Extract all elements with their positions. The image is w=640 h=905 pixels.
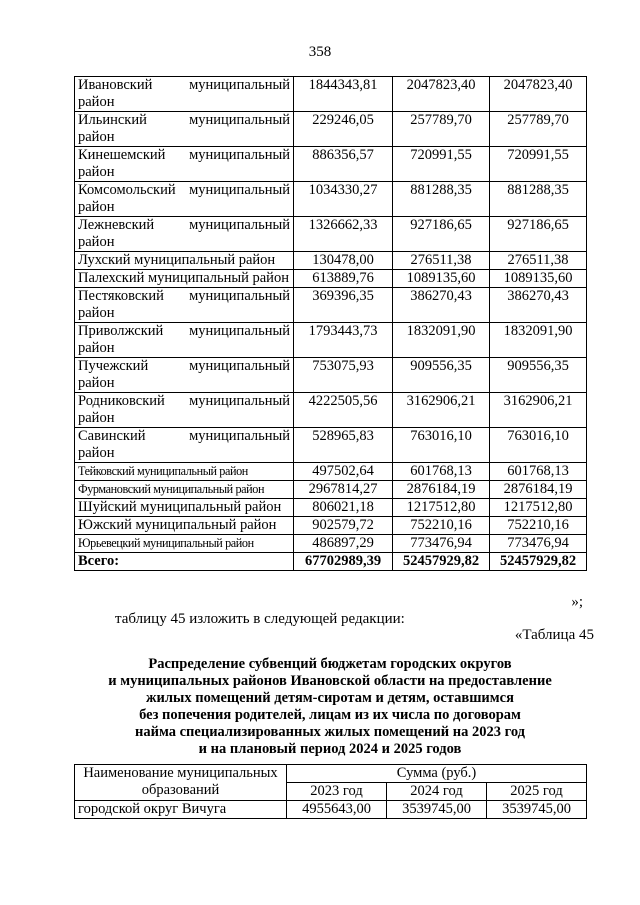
value-2024-cell: 3162906,21: [393, 393, 490, 428]
amendment-instruction: таблицу 45 изложить в следующей редакции:: [115, 611, 405, 627]
table-row: [75, 535, 587, 553]
district-name-cell: Тейковский муниципальный район: [75, 463, 294, 481]
value-2023-cell: 497502,64: [294, 463, 393, 481]
year-2025-header: 2025 год: [487, 783, 587, 801]
value-2024-cell: 909556,35: [393, 358, 490, 393]
header-name-cell: Наименование муниципальных образований: [75, 765, 287, 801]
value-2023-cell: 486897,29: [294, 535, 393, 553]
value-2024-cell: 763016,10: [393, 428, 490, 463]
value-2025-cell: 1217512,80: [490, 499, 587, 517]
value-2024-cell: 881288,35: [393, 182, 490, 217]
subvention-table-44: [74, 76, 587, 571]
value-2025-cell: 773476,94: [490, 535, 587, 553]
value-2025-cell: 2876184,19: [490, 481, 587, 499]
table-row: [75, 217, 587, 252]
table-row: [75, 182, 587, 217]
value-2025-cell: 909556,35: [490, 358, 587, 393]
value-2023-cell: 130478,00: [294, 252, 393, 270]
district-name-cell: Палехский муниципальный район: [75, 270, 294, 288]
district-name-cell: Пестяковский муниципальный район: [75, 288, 294, 323]
value-2023-cell: 1793443,73: [294, 323, 393, 358]
value-2023-cell: 229246,05: [294, 112, 393, 147]
value-2024-cell: 1089135,60: [393, 270, 490, 288]
value-2025-cell: 257789,70: [490, 112, 587, 147]
district-name-cell: Лухский муниципальный район: [75, 252, 294, 270]
district-name-cell: Шуйский муниципальный район: [75, 499, 294, 517]
value-2024-cell: 386270,43: [393, 288, 490, 323]
district-name-cell: Родниковский муниципальный район: [75, 393, 294, 428]
quote-close: »;: [571, 594, 583, 610]
table-header-row: [75, 765, 587, 783]
value-2023-cell: 2967814,27: [294, 481, 393, 499]
district-name-cell: Ильинский муниципальный район: [75, 112, 294, 147]
heading-line: жилых помещений детям-сиротам и детям, оставшимся: [146, 690, 514, 706]
value-2024-cell: 927186,65: [393, 217, 490, 252]
district-name-cell: Лежневский муниципальный район: [75, 217, 294, 252]
table-45-label: «Таблица 45: [514, 627, 594, 643]
value-2023-cell: 886356,57: [294, 147, 393, 182]
total-label-cell: Всего:: [75, 553, 294, 571]
total-row: [75, 553, 587, 571]
value-2024-cell: 3539745,00: [387, 801, 487, 819]
value-2025-cell: 1089135,60: [490, 270, 587, 288]
value-2024-cell: 773476,94: [393, 535, 490, 553]
value-2025-cell: 720991,55: [490, 147, 587, 182]
value-2023-cell: 4955643,00: [287, 801, 387, 819]
value-2024-cell: 276511,38: [393, 252, 490, 270]
table-row: [75, 147, 587, 182]
value-2023-cell: 806021,18: [294, 499, 393, 517]
value-2025-cell: 927186,65: [490, 217, 587, 252]
table-row: [75, 801, 587, 819]
value-2023-cell: 753075,93: [294, 358, 393, 393]
table-row: [75, 358, 587, 393]
table-row: [75, 517, 587, 535]
total-2024-cell: 52457929,82: [393, 553, 490, 571]
table-row: [75, 112, 587, 147]
value-2024-cell: 1217512,80: [393, 499, 490, 517]
heading-line: и муниципальных районов Ивановской области на предоставление: [108, 673, 552, 689]
total-2025-cell: 52457929,82: [490, 553, 587, 571]
district-name-cell: Фурмановский муниципальный район: [75, 481, 294, 499]
district-name-cell: Савинский муниципальный район: [75, 428, 294, 463]
value-2025-cell: 601768,13: [490, 463, 587, 481]
value-2025-cell: 276511,38: [490, 252, 587, 270]
table-row: [75, 463, 587, 481]
table-45-heading: [60, 656, 600, 758]
value-2023-cell: 1844343,81: [294, 77, 393, 112]
heading-line: Распределение субвенций бюджетам городских округов: [148, 656, 512, 672]
value-2023-cell: 528965,83: [294, 428, 393, 463]
value-2023-cell: 369396,35: [294, 288, 393, 323]
table-row: [75, 428, 587, 463]
value-2024-cell: 1832091,90: [393, 323, 490, 358]
table-row: [75, 499, 587, 517]
value-2025-cell: 881288,35: [490, 182, 587, 217]
district-name-cell: Приволжский муниципальный район: [75, 323, 294, 358]
value-2024-cell: 601768,13: [393, 463, 490, 481]
value-2023-cell: 902579,72: [294, 517, 393, 535]
table-row: [75, 270, 587, 288]
heading-line: и на плановый период 2024 и 2025 годов: [198, 741, 462, 757]
district-name-cell: Южский муниципальный район: [75, 517, 294, 535]
value-2025-cell: 2047823,40: [490, 77, 587, 112]
table-row: [75, 77, 587, 112]
subvention-table-45: [74, 764, 587, 819]
table-row: [75, 323, 587, 358]
table-row: [75, 252, 587, 270]
district-name-cell: Кинешемский муниципальный район: [75, 147, 294, 182]
value-2023-cell: 1326662,33: [294, 217, 393, 252]
value-2024-cell: 2876184,19: [393, 481, 490, 499]
table-row: [75, 288, 587, 323]
value-2024-cell: 720991,55: [393, 147, 490, 182]
value-2025-cell: 763016,10: [490, 428, 587, 463]
header-sum-cell: Сумма (руб.): [287, 765, 587, 783]
district-name-cell: Пучежский муниципальный район: [75, 358, 294, 393]
heading-line: найма специализированных жилых помещений на 2023 год: [135, 724, 525, 740]
value-2023-cell: 1034330,27: [294, 182, 393, 217]
value-2025-cell: 3162906,21: [490, 393, 587, 428]
district-name-cell: Ивановский муниципальный район: [75, 77, 294, 112]
value-2024-cell: 2047823,40: [393, 77, 490, 112]
total-2023-cell: 67702989,39: [294, 553, 393, 571]
year-2024-header: 2024 год: [387, 783, 487, 801]
municipality-name-cell: городской округ Вичуга: [75, 801, 287, 819]
district-name-cell: Юрьевецкий муниципальный район: [75, 535, 294, 553]
value-2024-cell: 752210,16: [393, 517, 490, 535]
value-2025-cell: 386270,43: [490, 288, 587, 323]
value-2024-cell: 257789,70: [393, 112, 490, 147]
year-2023-header: 2023 год: [287, 783, 387, 801]
value-2025-cell: 1832091,90: [490, 323, 587, 358]
value-2023-cell: 4222505,56: [294, 393, 393, 428]
value-2025-cell: 752210,16: [490, 517, 587, 535]
table-row: [75, 393, 587, 428]
value-2023-cell: 613889,76: [294, 270, 393, 288]
table-row: [75, 481, 587, 499]
heading-line: без попечения родителей, лицам из их числа по договорам: [139, 707, 521, 723]
page-number: 358: [308, 44, 332, 60]
value-2025-cell: 3539745,00: [487, 801, 587, 819]
district-name-cell: Комсомольский муниципальный район: [75, 182, 294, 217]
